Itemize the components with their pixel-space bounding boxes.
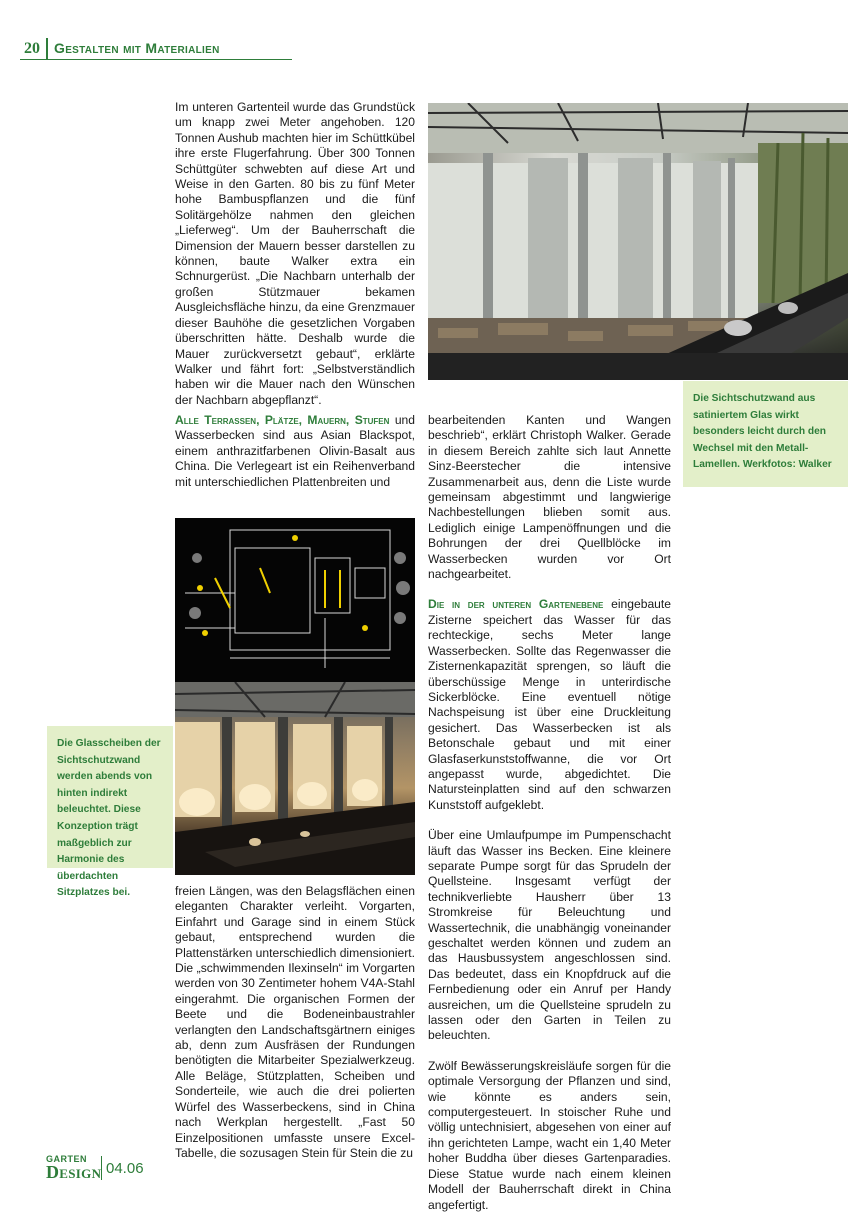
article-col1-block3: [175, 884, 415, 1176]
photo-glass-screen-illustration: [428, 103, 848, 380]
paragraph: Über eine Umlaufpumpe im Pumpenschacht läuft das Wasser ins Becken. Eine kleinere separate Pumpe sorgt für das Sprudeln der Quellsteine. Insgesamt verfügt der technikverliebte Hausherr über 13 Stromkreise für Beleuchtung und Wassertechnik, die unabhängig voneinander geschaltet werden können und zudem an das Hausbussystem angeschlossen sind. Das bedeutet, dass ein Knopfdruck auf die Fernbedienung oder ein Anruf per Handy ausreichen, um die Quellsteine sprudeln zu lassen oder den Garten in Teilen zu beleuchten.: [428, 828, 671, 1043]
plan-illustration: [175, 518, 415, 682]
paragraph: [428, 597, 671, 813]
article-col2: [428, 413, 671, 1228]
article-col1-block1: [175, 100, 415, 423]
paragraph: Im unteren Gartenteil wurde das Grundstück um knapp zwei Meter angehoben. 120 Tonnen Aushub machten hier im Schüttkübel ihre erste Flugerfahrung. Über 300 Tonnen Schüttgüter schwebten auf diese Art und Weise in den Garten. 80 bis zu fünf Meter hohe Bambuspflanzen und die fünf Solitärgehölze nahmen den gleichen „Lieferweg“. Um der Bauherrschaft die Dimension der Mauern besser darstellen zu können, baute Walker extra ein Schnurgerüst. „Die Nachbarn unterhalb der großen Stützmauer bekamen Ausgleichsfläche hinzu, da eine Grenzmauer dieser Bauhöhe die gesetzlichen Vorgaben überschritten hätte. Deshalb wurde die Mauer zurückversetzt gebaut“, erklärte Walker und fährt fort: „Selbstverständlich haben wir die Mauer nach den Wünschen der Nachbarn abgepflanzt“.: [175, 100, 415, 407]
header-rule: [20, 59, 292, 60]
caption-right: Die Sichtschutzwand aus satiniertem Glas wirkt besonders leicht durch den Wechsel mit den Metall-Lamellen. Werkfotos: Walker: [683, 381, 848, 487]
garden-plan-drawing: [175, 518, 415, 682]
logo-garten-label: GARTEN: [46, 1154, 87, 1164]
paragraph-body: eingebaute Zisterne speichert das Wasser für das rechteckige, sechs Meter lange Wasserbecken. Sollte das Regenwasser die Zisternenkapazität sprengen, so läuft die überschüssige Menge in unterirdische Sickerblöcke. Eine eventuell nötige Nachspeisung ist über eine Druckleitung gesichert. Das Wasserbecken ist als Betonschale gebaut und mit einer Glasfaserkunststoffwanne, die vor Ort angepasst wurde, abgedichtet. Die Natursteinplatten sind auf den schwarzen Kunststoff aufgeklebt.: [428, 597, 671, 812]
section-title: Gestalten mit Materialien: [54, 40, 220, 56]
photo-glass-screen-terrace: [428, 103, 848, 380]
footer-divider: [101, 1156, 102, 1180]
caption-left: Die Glasscheiben der Sichtschutzwand werden abends von hinten indirekt beleuchtet. Diese Konzeption trägt maßgeblich zur Harmonie des überdachten Sitzplatzes bei.: [47, 726, 173, 868]
page-number: 20: [24, 40, 40, 57]
paragraph: [175, 413, 415, 490]
article-col1-block2: [175, 413, 415, 505]
logo-design-label: Design: [46, 1162, 102, 1182]
photo-illuminated-seating: [175, 682, 415, 875]
photo-seating-illustration: [175, 682, 415, 875]
issue-number: 04.06: [106, 1160, 144, 1177]
paragraph-body: und Wasserbecken sind aus Asian Blackspot, einem anthrazitfarbenen Olivin-Basalt aus China. Die Verlegeart ist ein Reihenverband mit unterschiedlichen Plattenbreiten und: [175, 413, 415, 489]
paragraph: bearbeitenden Kanten und Wangen beschrieb“, erklärt Christoph Walker. Gerade in diesem Bereich zahlte sich laut Annette Sinz-Beerstecher die intensive Zusammenarbeit aus, denn die Liste wurde gemeinsam abgestimmt und langwierige Nachbestellungen blieben somit aus. Lediglich einige Lampenöffnungen und die Bohrungen der drei Quellblöcke im Wasserbecken wurden vor Ort nachgearbeitet.: [428, 413, 671, 582]
paragraph-lead: Die in der unteren Gartenebene: [428, 597, 604, 612]
paragraph: Zwölf Bewässerungskreisläufe sorgen für die optimale Versorgung der Pflanzen und sind, wie könnte es anders sein, computergesteuert. In stoischer Ruhe und völlig untechnisiert, abgesehen von einer auf ihn gerichteten Lampe, wacht ein 1,40 Meter hoher Buddha über dieses Gartenparadies. Diese Statue wurde nach einem kleinen Modell der Bauherrschaft direkt in China angefertigt.: [428, 1058, 671, 1212]
paragraph-lead: Alle Terrassen, Plätze, Mauern, Stufen: [175, 413, 390, 427]
paragraph: freien Längen, was den Belagsflächen einen eleganten Charakter verleiht. Vorgarten, Einfahrt und Garage sind in einem Stück gebaut, entsprechend wurden die Plattenstärken unterschiedlich dimensioniert. Die „schwimmenden Ilexinseln“ im Vorgarten werden von 30 Zentimeter hohem V4A-Stahl eingerahmt. Die organischen Formen der Beete und die Bodeneinbaustrahler verlangten den Landschaftsgärtnern einiges ab, denn zum Ausfräsen der Rundungen benötigten die Mitarbeiter Spezialwerkzeug. Alle Beläge, Stützplatten, Scheiben und Sonderteile, wie auch die drei polierten Würfel des Wasserbeckens, sind in China nach Werkplan hergestellt. „Fast 50 Einzelpositionen umfasste unsere Excel-Tabelle, die sozusagen Stein für Stein die zu: [175, 884, 415, 1160]
header-divider: [46, 38, 48, 60]
